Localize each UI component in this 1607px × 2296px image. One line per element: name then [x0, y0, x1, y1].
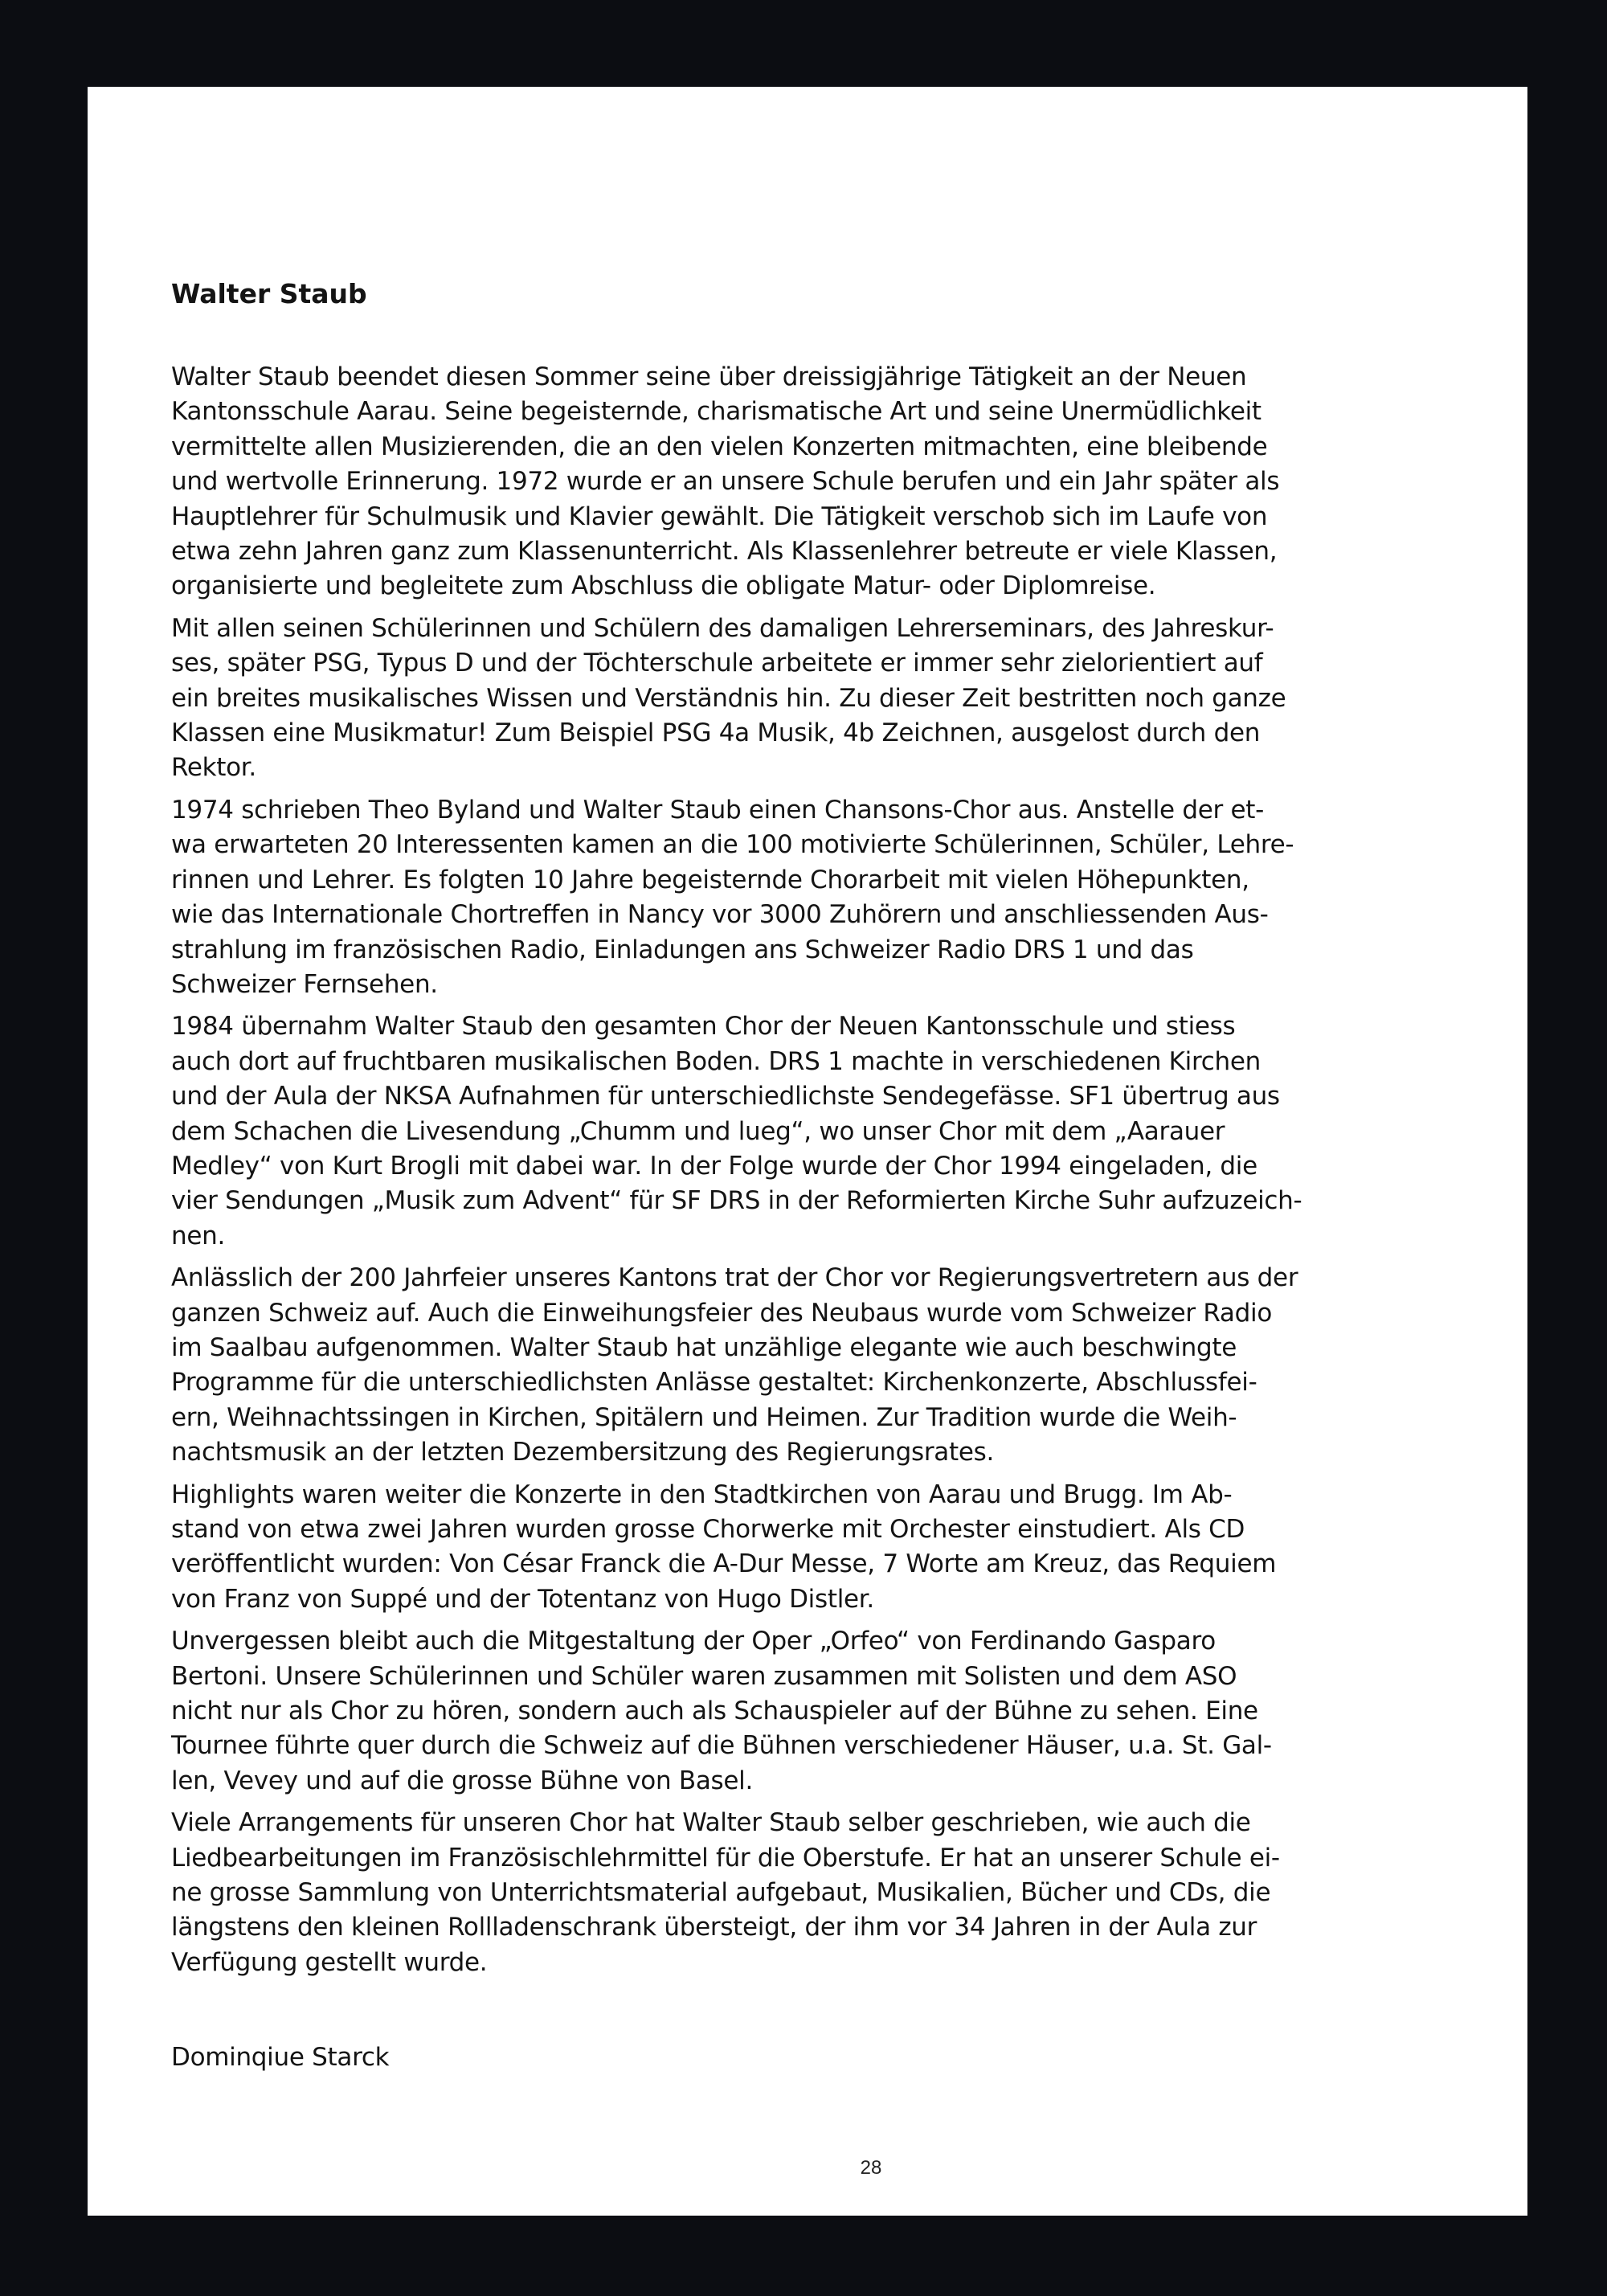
- text-line: Rektor.: [171, 753, 256, 783]
- text-line: wie das Internationale Chortreffen in Nancy vor 3000 Zuhörern und anschliessenden Aus-: [171, 900, 1269, 930]
- text-line: im Saalbau aufgenommen. Walter Staub hat unzählige elegante wie auch beschwingte: [171, 1332, 1237, 1362]
- text-line: Schweizer Fernsehen.: [171, 969, 438, 999]
- text-line: rinnen und Lehrer. Es folgten 10 Jahre begeisternde Chorarbeit mit vielen Höhepunkten,: [171, 865, 1249, 894]
- text-line: ern, Weihnachtssingen in Kirchen, Spitälern und Heimen. Zur Tradition wurde die Weih-: [171, 1402, 1237, 1432]
- paragraph: [171, 1478, 1302, 1618]
- text-line: von Franz von Suppé und der Totentanz von Hugo Distler.: [171, 1584, 874, 1614]
- paragraph: [171, 1261, 1302, 1470]
- text-line: nicht nur als Chor zu hören, sondern auch als Schauspieler auf der Bühne zu sehen. Eine: [171, 1696, 1258, 1726]
- text-line: und wertvolle Erinnerung. 1972 wurde er an unsere Schule berufen und ein Jahr später als: [171, 467, 1280, 497]
- text-line: Hauptlehrer für Schulmusik und Klavier gewählt. Die Tätigkeit verschob sich im Laufe von: [171, 501, 1268, 531]
- text-line: Mit allen seinen Schülerinnen und Schülern des damaligen Lehrerseminars, des Jahreskur-: [171, 613, 1274, 643]
- text-line: wa erwarteten 20 Interessenten kamen an die 100 motivierte Schülerinnen, Schüler, Lehre-: [171, 830, 1294, 860]
- text-line: Programme für die unterschiedlichsten Anlässe gestaltet: Kirchenkonzerte, Abschlussfei-: [171, 1368, 1257, 1398]
- paragraph: [171, 1624, 1302, 1799]
- text-line: ein breites musikalisches Wissen und Verständnis hin. Zu dieser Zeit bestritten noch ganze: [171, 683, 1286, 713]
- text-line: 1984 übernahm Walter Staub den gesamten Chor der Neuen Kantonsschule und stiess: [171, 1012, 1236, 1042]
- text-line: organisierte und begleitete zum Abschluss die obligate Matur- oder Diplomreise.: [171, 571, 1156, 601]
- text-line: längstens den kleinen Rollladenschrank übersteigt, der ihm vor 34 Jahren in der Aula zur: [171, 1913, 1257, 1942]
- text-line: stand von etwa zwei Jahren wurden grosse Chorwerke mit Orchester einstudiert. Als CD: [171, 1515, 1245, 1544]
- text-line: auch dort auf fruchtbaren musikalischen Boden. DRS 1 machte in verschiedenen Kirchen: [171, 1046, 1261, 1076]
- text-line: Klassen eine Musikmatur! Zum Beispiel PSG 4a Musik, 4b Zeichnen, ausgelost durch den: [171, 718, 1261, 748]
- text-line: Anlässlich der 200 Jahrfeier unseres Kantons trat der Chor vor Regierungsvertretern aus der: [171, 1263, 1298, 1293]
- text-line: Walter Staub beendet diesen Sommer seine über dreissigjährige Tätigkeit an der Neuen: [171, 362, 1247, 391]
- text-line: ses, später PSG, Typus D und der Töchterschule arbeitete er immer sehr zielorientiert auf: [171, 649, 1263, 678]
- paragraph: [171, 1806, 1302, 1980]
- text-line: Kantonsschule Aarau. Seine begeisternde, charismatische Art und seine Unermüdlichkeit: [171, 397, 1261, 427]
- article-title: Walter Staub: [171, 278, 367, 309]
- text-line: etwa zehn Jahren ganz zum Klassenunterricht. Als Klassenlehrer betreute er viele Klassen,: [171, 537, 1278, 567]
- text-line: Highlights waren weiter die Konzerte in den Stadtkirchen von Aarau und Brugg. Im Ab-: [171, 1480, 1233, 1509]
- text-line: 1974 schrieben Theo Byland und Walter Staub einen Chansons-Chor aus. Anstelle der et-: [171, 795, 1265, 825]
- text-line: Liedbearbeitungen im Französischlehrmittel für die Oberstufe. Er hat an unserer Schule ei-: [171, 1843, 1280, 1872]
- paragraph: [171, 360, 1302, 604]
- author-signature: Dominqiue Starck: [171, 2043, 390, 2072]
- text-line: vier Sendungen „Musik zum Advent“ für SF DRS in der Reformierten Kirche Suhr aufzuzeich-: [171, 1186, 1302, 1216]
- text-line: nachtsmusik an der letzten Dezembersitzung des Regierungsrates.: [171, 1438, 995, 1467]
- article-body: [171, 360, 1302, 1987]
- text-line: len, Vevey und auf die grosse Bühne von Basel.: [171, 1766, 754, 1795]
- page-number: 28: [860, 2157, 882, 2179]
- text-line: ganzen Schweiz auf. Auch die Einweihungsfeier des Neubaus wurde vom Schweizer Radio: [171, 1298, 1272, 1328]
- text-line: Verfügung gestellt wurde.: [171, 1947, 488, 1977]
- text-line: nen.: [171, 1221, 226, 1250]
- text-line: Tournee führte quer durch die Schweiz auf die Bühnen verschiedener Häuser, u.a. St. Gal-: [171, 1731, 1272, 1761]
- text-line: Viele Arrangements für unseren Chor hat Walter Staub selber geschrieben, wie auch die: [171, 1808, 1251, 1838]
- text-line: dem Schachen die Livesendung „Chumm und lueg“, wo unser Chor mit dem „Aarauer: [171, 1116, 1225, 1146]
- text-line: veröffentlicht wurden: Von César Franck die A-Dur Messe, 7 Worte am Kreuz, das Requiem: [171, 1549, 1277, 1579]
- text-line: vermittelte allen Musizierenden, die an den vielen Konzerten mitmachten, eine bleibende: [171, 432, 1268, 461]
- text-line: Medley“ von Kurt Brogli mit dabei war. In der Folge wurde der Chor 1994 eingeladen, die: [171, 1151, 1257, 1181]
- paragraph: [171, 1009, 1302, 1254]
- paragraph: [171, 612, 1302, 786]
- text-line: Bertoni. Unsere Schülerinnen und Schüler waren zusammen mit Solisten und dem ASO: [171, 1661, 1237, 1691]
- text-line: strahlung im französischen Radio, Einladungen ans Schweizer Radio DRS 1 und das: [171, 935, 1194, 964]
- document-page: [88, 87, 1527, 2216]
- text-line: Unvergessen bleibt auch die Mitgestaltung der Oper „Orfeo“ von Ferdinando Gasparo: [171, 1627, 1216, 1656]
- text-line: ne grosse Sammlung von Unterrichtsmaterial aufgebaut, Musikalien, Bücher und CDs, die: [171, 1878, 1271, 1908]
- text-line: und der Aula der NKSA Aufnahmen für unterschiedlichste Sendegefässe. SF1 übertrug aus: [171, 1082, 1280, 1111]
- paragraph: [171, 793, 1302, 1002]
